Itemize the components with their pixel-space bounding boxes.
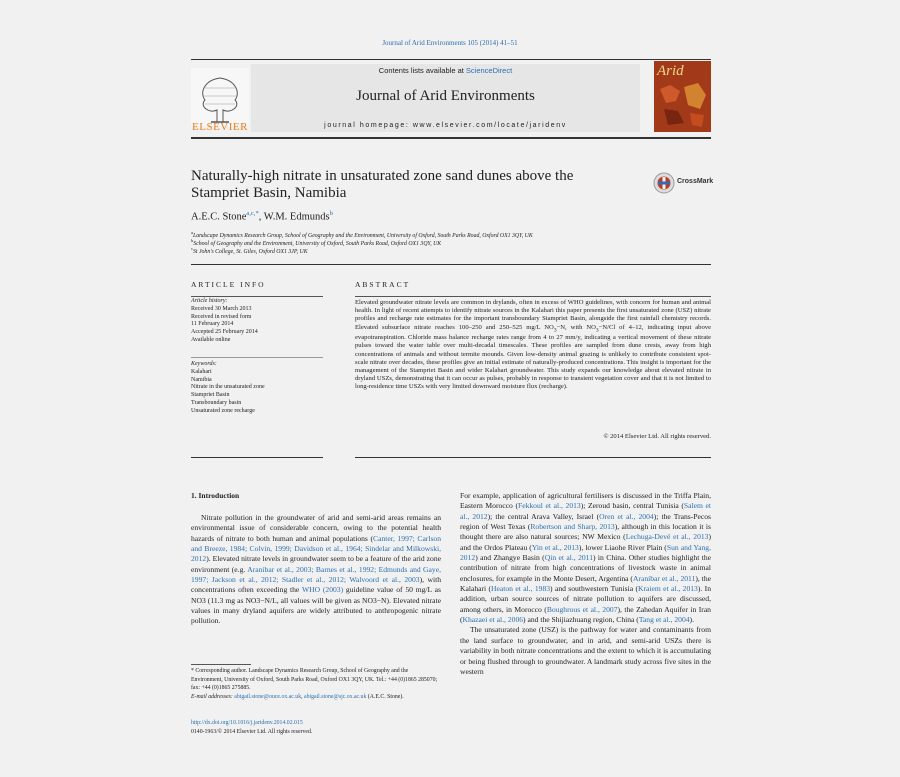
intro-paragraph bbox=[460, 491, 711, 625]
author-stone: A.E.C. Stone bbox=[191, 211, 247, 223]
keywords-list bbox=[191, 361, 323, 416]
article-title: Naturally-high nitrate in unsaturated zone sand dunes above the Stampriet Basin, Namibia bbox=[191, 168, 574, 201]
email-label: E-mail addresses: bbox=[191, 693, 235, 700]
masthead-bottom-rule bbox=[191, 137, 711, 139]
abstract-text bbox=[355, 299, 711, 392]
reference-link[interactable]: Sun and Yang, 2012 bbox=[460, 542, 711, 563]
keyword: Nitrate in the unsaturated zone bbox=[191, 384, 265, 391]
article-info-bottom-rule bbox=[191, 457, 323, 458]
history-item: Available online bbox=[191, 336, 231, 343]
affiliation-mark: a bbox=[191, 230, 193, 235]
doi-link[interactable]: http://dx.doi.org/10.1016/j.jaridenv.2014.02.015 bbox=[191, 720, 303, 726]
text-run: ), although in this location it is thought there are also natural sources; NW Mexico ( bbox=[460, 522, 711, 542]
text-run: ). bbox=[689, 615, 694, 625]
affiliation-text: Landscape Dynamics Research Group, School of Geography and the Environment, University of Oxford, South Parks Road, Oxford OX1 3QY, UK bbox=[193, 232, 533, 239]
keyword: Namibia bbox=[191, 376, 212, 383]
affiliation-mark: b bbox=[191, 238, 194, 243]
abstract-subscript: 3 bbox=[553, 326, 557, 333]
reference-link[interactable]: Aranibar et al., 2011 bbox=[632, 573, 696, 583]
author-edmunds: W.M. Edmunds bbox=[263, 211, 330, 223]
reference-link[interactable]: Qin et al., 2011 bbox=[544, 553, 593, 563]
history-label: Article history: bbox=[191, 298, 228, 304]
abstract-part: Elevated groundwater nitrate levels are common in drylands, often in excess of WHO guidelines, with concern for human and animal health. In light of recent attempts to identify nitrate sources in the Kalahari this paper presents the first unsaturated zone (USZ) nitrate profiles and recharge rate estimates for the important transboundary Stampriet Basin, alongside the first rainfall chemistry records. Elevated subsurface nitrate reaches 100–250 and 250–525 mg/L NO bbox=[355, 299, 711, 331]
abstract-bottom-rule bbox=[355, 457, 711, 458]
history-item: Received in revised form bbox=[191, 313, 252, 320]
article-info-rule bbox=[191, 296, 323, 297]
sciencedirect-link[interactable]: ScienceDirect bbox=[465, 66, 513, 75]
reference-link[interactable]: Canter, 1997; Carlson and Breeze, 1984; Colvin, 1999; Davidson et al., 1964; Sindelar and Milkowski, 2012 bbox=[191, 533, 441, 564]
abstract-subscript: 3 bbox=[595, 326, 599, 333]
text-run: ), the Kalahari ( bbox=[460, 573, 711, 594]
abstract-part: −N/Cl of 4–12, indicating input above evapotranspiration. Chloride mass balance recharge rates range from 4 to 27 mm/y, indicating a vertical movement of these nitrate pulses toward the water table over multi-decadal timescales. These profiles are sampled from dune crests, away from high concentrations of animals and without termite mounds. Given low-density animal grazing is unlikely to contribute consistent spot-scale nitrate over decades, these profiles give an initial estimate of naturally-produced concentrations. This insight is important for the management of the Stampriet Basin and wider Kalahari groundwater. This study expands our knowledge about elevated nitrate in dryland USZs, demonstrating that it can occur as pulses, probably in response to transient vegetation cover and that it is not limited to long-residence time USZs with very limited downward moisture flux (recharge). bbox=[355, 323, 711, 391]
text-run: ) in China. Other studies highlight the contribution of nitrate from high concentrations of livestock waste in animal enclosures, for example in the Monte Desert, Argentina ( bbox=[460, 553, 712, 583]
contents-line bbox=[251, 66, 640, 75]
affiliation-mark: c bbox=[191, 246, 193, 251]
email-addresses bbox=[191, 693, 441, 702]
keyword: Kalahari bbox=[191, 368, 212, 375]
journal-title: Journal of Arid Environments bbox=[356, 88, 535, 104]
text-run: ) and the Shijiazhuang region, China ( bbox=[523, 615, 639, 625]
text-run: Nitrate pollution in the groundwater of arid and semi-arid areas remains an environmental issue of considerable concern, owing to the potential health hazards of nitrate to both human and animal populations ( bbox=[191, 513, 441, 543]
section-heading-introduction: 1. Introduction bbox=[191, 491, 240, 500]
cover-map-art bbox=[654, 61, 711, 132]
text-run: ); the Trans-Pecos region of West Texas ( bbox=[460, 511, 712, 532]
masthead-top-rule bbox=[191, 59, 711, 60]
reference-link[interactable]: Robertson and Sharp, 2013 bbox=[530, 522, 615, 532]
journal-cover-image bbox=[654, 61, 711, 132]
text-run: ) and southwestern Tunisia ( bbox=[550, 584, 639, 594]
text-run: ). Elevated nitrate levels in groundwater seem to be a feature of the arid zone environment (e.g. bbox=[191, 554, 441, 574]
reference-link[interactable]: Lechuga-Devé et al., 2013 bbox=[625, 532, 709, 542]
history-item: 11 February 2014 bbox=[191, 321, 234, 328]
author-stone-affil-marks[interactable]: a,c,* bbox=[246, 210, 259, 217]
article-history bbox=[191, 298, 323, 345]
affiliation-text: St John's College, St. Giles, Oxford OX1 3JP, UK bbox=[193, 248, 308, 255]
contents-prefix: Contents lists available at bbox=[378, 66, 466, 75]
cover-title: Arid bbox=[657, 63, 684, 79]
corresponding-author-footnote bbox=[191, 667, 441, 701]
journal-citation[interactable]: Journal of Arid Environments 105 (2014) 41–51 bbox=[382, 39, 518, 47]
text-run: ) and Zhangye Basin ( bbox=[475, 553, 545, 563]
text-run: ), lower Liaohe River Plain ( bbox=[578, 542, 667, 552]
affiliation-text: School of Geography and the Environment, University of Oxford, South Parks Road, Oxford OX1 3QY, UK bbox=[193, 240, 442, 247]
keyword: Transboundary basin bbox=[191, 399, 242, 406]
author-separator: , bbox=[258, 211, 264, 223]
text-run: ); Zeroud basin, central Tunisia ( bbox=[580, 501, 684, 511]
reference-link[interactable]: Tang et al., 2004 bbox=[638, 615, 690, 625]
email-separator: , bbox=[301, 693, 305, 700]
intro-left-column bbox=[191, 513, 441, 627]
reference-link[interactable]: Boughrous et al., 2007 bbox=[546, 604, 618, 614]
intro-paragraph bbox=[191, 513, 441, 627]
reference-link[interactable]: Fekkoul et al., 2013 bbox=[517, 501, 581, 511]
author-list bbox=[191, 210, 333, 223]
corresponding-author-text: * Corresponding author. Landscape Dynamics Research Group, School of Geography and the Environment, University of Oxford, South Parks Road, Oxford OX1 3QY, UK. Tel.: +44 (0)1865 285070; fax: +44 (0)1865 275885. bbox=[191, 668, 438, 692]
text-run: ) and the Ordos Plateau ( bbox=[460, 532, 711, 552]
reference-link[interactable]: Aranibar et al., 2003; Barnes et al., 1992; Edmunds and Gaye, 1997; Jackson et al., 2012; Stadler et al., 2012; Walvoord et al., 2003 bbox=[191, 564, 441, 585]
keywords-label: Keywords: bbox=[191, 361, 217, 367]
abstract-copyright: © 2014 Elsevier Ltd. All rights reserved. bbox=[603, 433, 711, 440]
reference-link[interactable]: Khazaei et al., 2006 bbox=[462, 615, 524, 625]
abstract-part: −N, with NO bbox=[556, 323, 596, 331]
abstract-heading: ABSTRACT bbox=[355, 280, 411, 289]
reference-link[interactable]: Kraiem et al., 2013 bbox=[638, 584, 698, 594]
text-run: guideline value of 50 mg/L as NO3 (11.3 mg as NO3−N/L, all values will be given as NO3−N). Elevated nitrate values in many dryland aquifers are widely attributed to anthropogenic nitrate pollution. bbox=[191, 585, 441, 626]
text-run: ); the central Arava Valley, Israel ( bbox=[487, 511, 600, 521]
abstract-rule bbox=[355, 296, 711, 297]
crossmark-icon[interactable] bbox=[653, 172, 675, 194]
article-info-heading: ARTICLE INFO bbox=[191, 280, 266, 289]
history-item: Received 30 March 2013 bbox=[191, 305, 252, 312]
header-divider bbox=[191, 264, 711, 265]
reference-link[interactable]: Oren et al., 2004 bbox=[599, 511, 654, 521]
keywords-rule bbox=[191, 357, 323, 358]
keyword: Stampriet Basin bbox=[191, 392, 230, 399]
email-suffix: (A.E.C. Stone). bbox=[366, 693, 404, 700]
crossmark-label[interactable]: CrossMark bbox=[677, 178, 714, 185]
doi-block bbox=[191, 719, 312, 736]
reference-link[interactable]: Salem et al., 2012 bbox=[460, 501, 712, 521]
reference-link[interactable]: Yin et al., 2013 bbox=[531, 542, 579, 552]
issn-line: 0140-1963/© 2014 Elsevier Ltd. All rights reserved. bbox=[191, 728, 313, 735]
intro-paragraph: The unsaturated zone (USZ) is the pathway for water and contaminants from the land surface to groundwater, and in arid, and semi-arid USZs there is variability in both nitrate concentrations and the extent to which it is accumulating or being flushed through to groundwater. A landmark study across five sites in the western bbox=[460, 625, 711, 676]
footnote-rule bbox=[191, 664, 251, 665]
affiliation-c bbox=[191, 246, 308, 255]
keyword: Unsaturated zone recharge bbox=[191, 407, 255, 414]
text-run: For example, application of agricultural fertilisers is discussed in the Triffa Plain, Eastern Morocco ( bbox=[460, 491, 711, 511]
email-link[interactable]: abigail.stone@sjc.ox.ac.uk bbox=[304, 693, 367, 700]
email-link[interactable]: abigail.stone@ouce.ox.ac.uk bbox=[234, 693, 302, 700]
history-item: Accepted 25 February 2014 bbox=[191, 329, 258, 336]
text-run: ). In addition, urban source sources of nitrate pollution to aquifers are discussed, among others, in Morocco ( bbox=[460, 584, 711, 614]
intro-right-column bbox=[460, 491, 711, 677]
text-run: ), with concentrations often exceeding the bbox=[191, 575, 441, 595]
author-edmunds-affil-mark[interactable]: b bbox=[329, 210, 333, 217]
reference-link[interactable]: Heaton et al., 1983 bbox=[491, 584, 551, 594]
reference-link[interactable]: WHO (2003) bbox=[301, 585, 344, 595]
elsevier-wordmark: ELSEVIER bbox=[192, 121, 248, 133]
journal-homepage[interactable]: journal homepage: www.elsevier.com/locate/jaridenv bbox=[324, 122, 567, 129]
text-run: ), the Zahedan Aquifer in Iran ( bbox=[460, 604, 711, 625]
